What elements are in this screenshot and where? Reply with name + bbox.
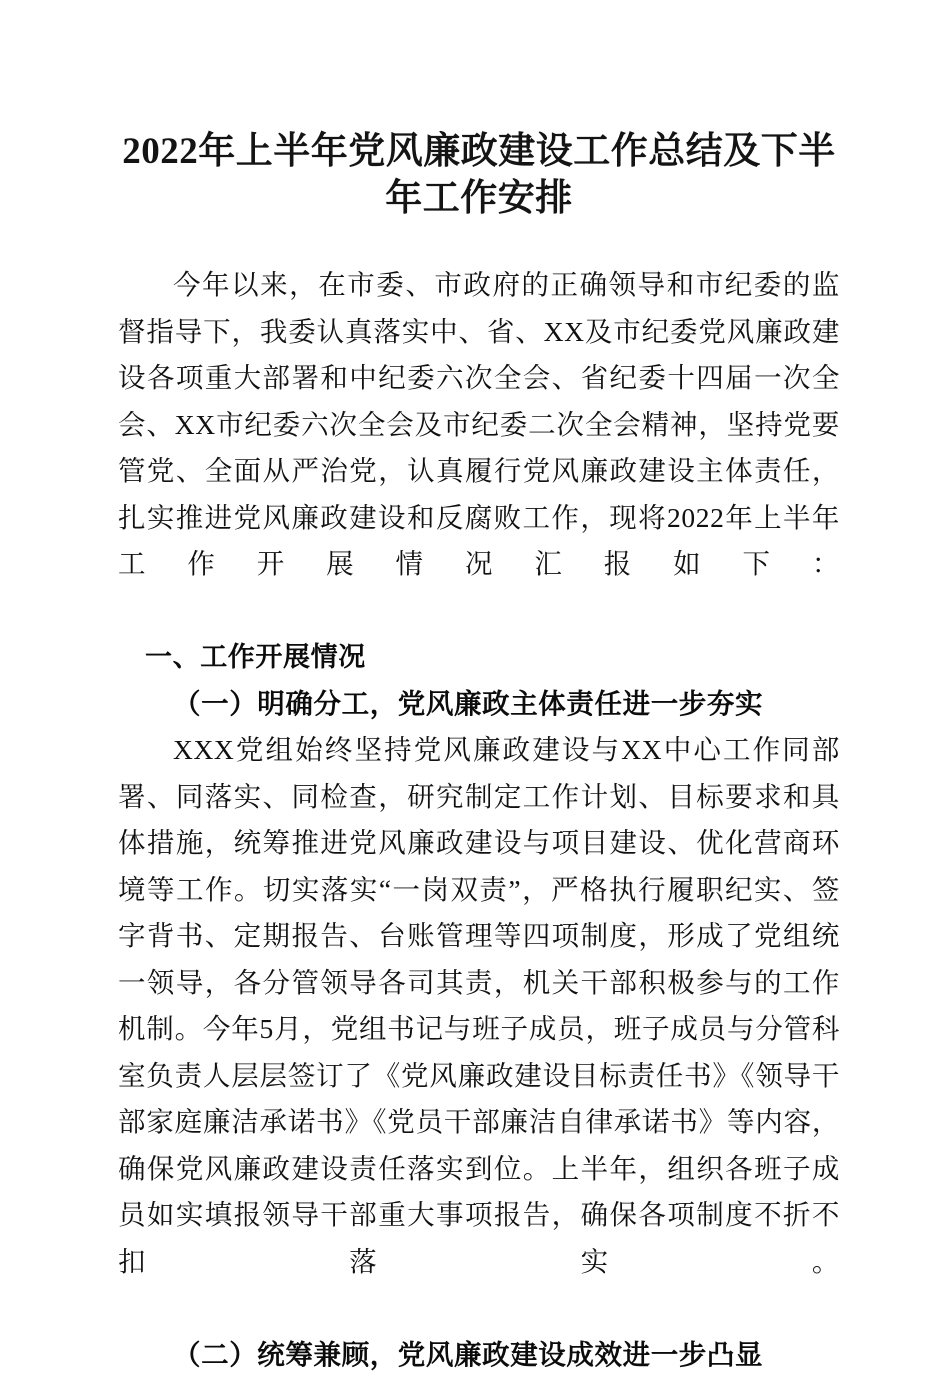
page-title-text: 2022年上半年党风廉政建设工作总结及下半年工作安排: [122, 131, 836, 219]
subsection-heading-1: （一）明确分工，党风廉政主体责任进一步夯实: [118, 681, 840, 728]
subsection-heading-2: （二）统筹兼顾，党风廉政建设成效进一步凸显: [118, 1332, 840, 1378]
document-content: [118, 0, 840, 1378]
subsection-1-body: XXX党组始终坚持党风廉政建设与XX中心工作同部署、同落实、同检查，研究制定工作计划、目标要求和具体措施，统筹推进党风廉政建设与项目建设、优化营商环境等工作。切实落实“一岗双责”，严格执行履职纪实、签字背书、定期报告、台账管理等四项制度，形成了党组统一领导，各分管领导各司其责，机关干部积极参与的工作机制。今年5月，党组书记与班子成员，班子成员与分管科室负责人层层签订了《党风廉政建设目标责任书》《领导干部家庭廉洁承诺书》《党员干部廉洁自律承诺书》等内容，确保党风廉政建设责任落实到位。上半年，组织各班子成员如实填报领导干部重大事项报告，确保各项制度不折不扣落实。: [118, 727, 840, 1332]
intro-paragraph: 今年以来，在市委、市政府的正确领导和市纪委的监督指导下，我委认真落实中、省、XX及市纪委党风廉政建设各项重大部署和中纪委六次全会、省纪委十四届一次全会、XX市纪委六次全会及市纪委二次全会精神，坚持党要管党、全面从严治党，认真履行党风廉政建设主体责任，扎实推进党风廉政建设和反腐败工作，现将2022年上半年工作开展情况汇报如下：: [118, 262, 840, 634]
document-body: [118, 262, 840, 1378]
section-heading-1: 一、工作开展情况: [118, 634, 840, 681]
page-title: [118, 0, 840, 222]
